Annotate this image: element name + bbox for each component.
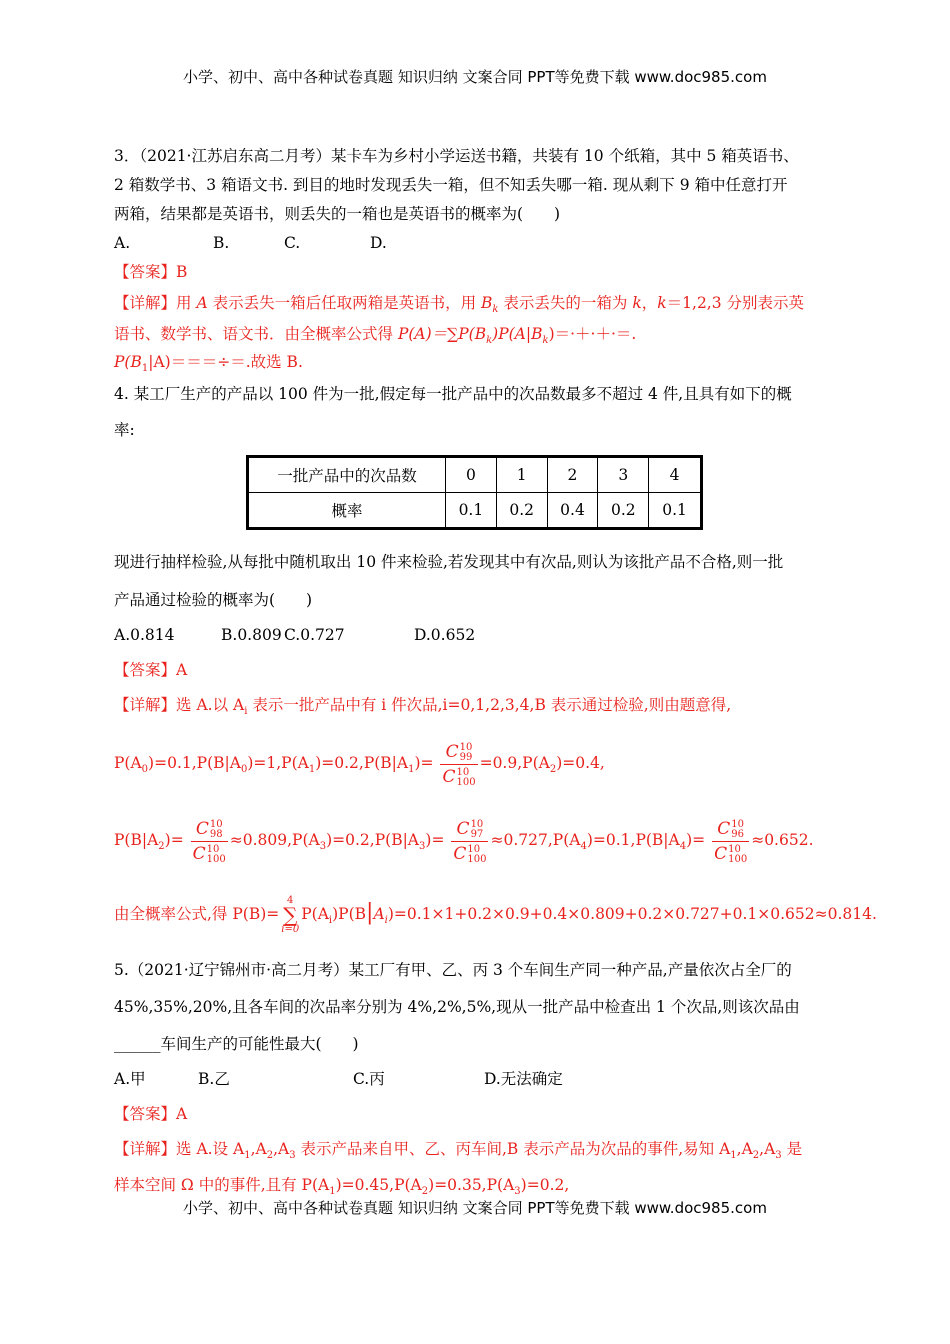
comb-symbol: C [714, 843, 728, 864]
denominator [712, 842, 749, 865]
superscript: 10 [470, 818, 484, 830]
comb-symbol: C [445, 741, 459, 762]
denominator [440, 765, 477, 788]
text: k [632, 294, 642, 312]
table-cell: 0.2 [496, 493, 547, 529]
bar: | [366, 900, 374, 925]
q3-answer: 【答案】B [114, 263, 188, 281]
text: ,A [736, 1140, 753, 1158]
text: ， [641, 294, 658, 312]
subscript: 3 [775, 1150, 782, 1162]
fraction [712, 818, 749, 865]
numerator [712, 818, 749, 842]
text: =0.9,P(A [479, 754, 550, 772]
probability-table [246, 455, 703, 530]
script [460, 743, 473, 763]
q5-line-2: 45%,35%,20%,且各车间的次品率分别为 4%,2%,5%,现从一批产品中检查出 1 个次品,则该次品由 [114, 998, 800, 1016]
sum-symbol: ∑ [283, 903, 298, 927]
subscript: 100 [467, 853, 487, 865]
text: 用 [176, 294, 197, 312]
superscript: 10 [467, 843, 481, 855]
text: )= [414, 754, 434, 772]
text: ,A [250, 1140, 267, 1158]
script [728, 845, 747, 865]
subscript: 3 [419, 841, 426, 853]
q4-formula-line-1 [114, 735, 605, 798]
q4-formula-line-3 [114, 893, 877, 941]
subscript: i [384, 915, 388, 927]
subscript: 98 [209, 828, 223, 840]
q4-detail-line-1 [114, 695, 731, 722]
text: )=0.35,P(A [428, 1176, 515, 1194]
text: ,A [759, 1140, 776, 1158]
subscript: 1 [308, 764, 316, 776]
q5-option-c: C.丙 [353, 1070, 385, 1088]
formula: )＝·＋·＋·＝. [548, 325, 637, 343]
q5-line-1: 5.（2021·辽宁锦州市·高二月考）某工厂有甲、乙、丙 3 个车间生产同一种产品,产量依次占全厂的 [114, 961, 792, 979]
q4-option-a: A.0.814 [114, 626, 175, 644]
q5-option-a: A.甲 [114, 1070, 146, 1088]
q3-line-2: 2 箱数学书、3 箱语文书. 到目的地时发现丢失一箱，但不知丢失哪一箱. 现从剩下 9 箱中任意打开 [114, 176, 788, 194]
comb-symbol: C [195, 818, 209, 839]
subscript: i [328, 915, 333, 927]
script [731, 820, 744, 840]
formula: P(A)＝∑P(B [397, 325, 487, 343]
subscript: 100 [456, 776, 476, 788]
page-footer: 小学、初中、高中各种试卷真题 知识归纳 文案合同 PPT等免费下载 www.doc985.com [183, 1199, 767, 1217]
subscript: 100 [206, 853, 226, 865]
subscript: 1 [329, 1186, 336, 1198]
q3-option-d: D. [370, 234, 387, 252]
subscript: 100 [728, 853, 748, 865]
subscript: 4 [679, 841, 687, 853]
numerator [451, 818, 488, 842]
q4-option-c: C.0.727 [284, 626, 345, 644]
subscript: 3 [289, 1150, 296, 1162]
subscript: 2 [421, 1186, 429, 1198]
table-cell: 4 [649, 457, 702, 493]
table-row [248, 493, 702, 529]
text: 选 A.设 A [176, 1140, 245, 1158]
q4-line-3: 现进行抽样检验,从每批中随机取出 10 件来检验,若发现其中有次品,则认为该批产品不合格,则一批 [114, 553, 784, 571]
q3-detail-line-2 [114, 324, 636, 351]
fraction [191, 818, 228, 865]
subscript: 2 [266, 1150, 274, 1162]
text: 是 [781, 1140, 803, 1158]
table-cell: 一批产品中的次品数 [248, 457, 446, 493]
denominator [451, 842, 488, 865]
superscript: 10 [206, 843, 220, 855]
text: )P(B [332, 905, 367, 923]
subscript: 97 [470, 828, 484, 840]
text: )=0.1×1+0.2×0.9+0.4×0.809+0.2×0.727+0.1×0.652≈0.814. [387, 905, 877, 923]
q4-option-d: D.0.652 [414, 626, 476, 644]
formula: P(B [114, 353, 142, 371]
text: )=0.2, [520, 1176, 570, 1194]
text: 由全概率公式,得 P(B)= [114, 905, 280, 923]
text: )=0.2,P(B|A [315, 754, 409, 772]
fraction [451, 818, 488, 865]
text: ＝1,2,3 分别表示英 [666, 294, 805, 312]
subscript: k [542, 335, 549, 347]
q4-option-b: B.0.809 [221, 626, 282, 644]
text: P(B|A [114, 831, 159, 849]
numerator [191, 818, 228, 842]
subscript: 3 [514, 1186, 521, 1198]
subscript: 96 [731, 828, 745, 840]
subscript: 1 [141, 363, 149, 375]
subscript: 1 [244, 1150, 251, 1162]
text: 语书、数学书、语文书．由全概率公式得 [114, 325, 398, 343]
text: 表示产品来自甲、乙、丙车间,B 表示产品为次品的事件,易知 A [295, 1140, 731, 1158]
script [471, 820, 484, 840]
q5-option-d: D.无法确定 [484, 1070, 563, 1088]
superscript: 10 [459, 741, 473, 753]
sum-lower: i=0 [281, 924, 300, 935]
text: A [373, 905, 385, 923]
text: )= [686, 831, 706, 849]
q3-line-1: 3．（2021·江苏启东高二月考）某卡车为乡村小学运送书籍，共装有 10 个纸箱，其中 5 箱英语书、 [114, 147, 799, 165]
script [456, 768, 475, 788]
table-cell: 0.1 [446, 493, 497, 529]
table-cell: 2 [547, 457, 598, 493]
q3-line-3: 两箱，结果都是英语书，则丢失的一箱也是英语书的概率为( ) [114, 205, 561, 223]
q3-option-c: C. [284, 234, 301, 252]
subscript: k [492, 304, 499, 316]
q3-option-a: A. [114, 234, 131, 252]
detail-tag: 【详解】 [114, 1140, 177, 1158]
table-cell: 0.4 [547, 493, 598, 529]
table-row [248, 457, 702, 493]
text: )= [164, 831, 184, 849]
text: )=1,P(A [247, 754, 309, 772]
formula: )P(A|B [492, 325, 543, 343]
q3-detail-line-1 [114, 293, 804, 320]
denominator [191, 842, 228, 865]
q4-answer: 【答案】A [114, 661, 188, 679]
subscript: k [486, 335, 493, 347]
text: 选 A.以 A [176, 696, 245, 714]
fraction [440, 741, 477, 788]
subscript: i [244, 706, 248, 718]
subscript: 0 [141, 764, 149, 776]
text: ≈0.652. [751, 831, 814, 849]
subscript: 99 [459, 751, 473, 763]
comb-symbol: C [453, 843, 467, 864]
q4-line-1: 4. 某工厂生产的产品以 100 件为一批,假定每一批产品中的次品数最多不超过 4 件,且具有如下的概 [114, 385, 792, 403]
subscript: 3 [319, 841, 327, 853]
detail-tag: 【详解】 [114, 696, 177, 714]
table-cell: 0 [446, 457, 497, 493]
text: P(A [301, 905, 329, 923]
comb-symbol: C [717, 818, 731, 839]
subscript: 2 [549, 764, 557, 776]
table-cell: 0.1 [649, 493, 702, 529]
q5-answer: 【答案】A [114, 1105, 188, 1123]
numerator [440, 741, 477, 765]
text: ≈0.727,P(A [490, 831, 581, 849]
subscript: 2 [158, 841, 165, 853]
comb-symbol: C [192, 843, 206, 864]
text: A [196, 294, 208, 312]
q4-formula-line-2 [114, 812, 814, 875]
q4-line-4: 产品通过检验的概率为( ) [114, 591, 313, 609]
script [210, 820, 223, 840]
q5-detail-line-1 [114, 1139, 802, 1166]
table-cell: 0.2 [598, 493, 649, 529]
text: ≈0.809,P(A [229, 831, 320, 849]
table-cell: 3 [598, 457, 649, 493]
text: P(A [114, 754, 142, 772]
subscript: 4 [580, 841, 587, 853]
summation [281, 895, 299, 935]
detail-tag: 【详解】 [114, 294, 177, 312]
subscript: 0 [240, 764, 248, 776]
q5-line-3: ______车间生产的可能性最大( ) [114, 1035, 359, 1053]
subscript: 2 [752, 1150, 760, 1162]
script [207, 845, 226, 865]
text: )= [425, 831, 445, 849]
comb-symbol: C [442, 766, 456, 787]
text: B [481, 294, 493, 312]
text: )=0.45,P(A [335, 1176, 422, 1194]
text: 表示一批产品中有 i 件次品,i=0,1,2,3,4,B 表示通过检验,则由题意得, [247, 696, 732, 714]
text: ,A [273, 1140, 290, 1158]
subscript: 1 [408, 764, 415, 776]
text: )=0.1,P(B|A [586, 831, 680, 849]
q3-detail-line-3 [114, 352, 303, 379]
q3-option-b: B. [213, 234, 230, 252]
text: )=0.4, [556, 754, 605, 772]
text: 表示丢失的一箱为 [498, 294, 633, 312]
sum-upper: 4 [287, 895, 294, 906]
superscript: 10 [728, 843, 741, 855]
superscript: 10 [731, 818, 745, 830]
superscript: 10 [209, 818, 223, 830]
page-header: 小学、初中、高中各种试卷真题 知识归纳 文案合同 PPT等免费下载 www.doc985.com [183, 68, 767, 86]
script [467, 845, 486, 865]
table-cell: 概率 [248, 493, 446, 529]
formula: |A)＝＝＝÷＝.故选 B. [148, 353, 303, 371]
comb-symbol: C [456, 818, 470, 839]
text: )=0.1,P(B|A [148, 754, 241, 772]
superscript: 10 [456, 766, 470, 778]
text: 表示丢失一箱后任取两箱是英语书，用 [207, 294, 482, 312]
text: 样本空间 Ω 中的事件,且有 P(A [114, 1176, 330, 1194]
text: k [657, 294, 667, 312]
q5-option-b: B.乙 [198, 1070, 230, 1088]
table-cell: 1 [496, 457, 547, 493]
q4-line-2: 率: [114, 421, 135, 439]
subscript: 1 [730, 1150, 737, 1162]
text: )=0.2,P(B|A [326, 831, 420, 849]
